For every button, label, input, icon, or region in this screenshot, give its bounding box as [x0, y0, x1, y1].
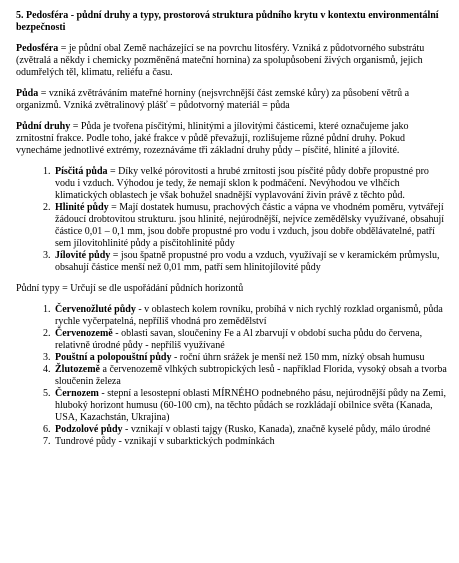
soil-types-intro: Půdní typy = Určují se dle uspořádání půdních horizontů — [16, 283, 244, 294]
term-cervenozlute-pudy: Červenožluté půdy — [55, 304, 136, 315]
item-text: = jsou špatně propustné pro vodu a vzduch, využívají se v keramickém průmyslu, obsahují částice menší než 0,01 mm, patří sem hlinitojílovité půdy — [55, 250, 440, 273]
term-pedosfera: Pedosféra — [16, 43, 59, 54]
soil-types-list — [16, 304, 447, 448]
item-text: - v oblastech kolem rovníku, probíhá v nich rychlý rozklad organismů, půda rychle vyčerpatelná, nepříliš vhodná pro zemědělství — [55, 304, 443, 327]
definition-puda: = vzniká zvětráváním mateřné horniny (nejsvrchnější část zemské kůry) za působení větrů a organizmů. Vzniká zvětralinový plášť = půdotvorný materiál = půda — [16, 88, 410, 111]
document-title: 5. Pedosféra - půdní druhy a typy, prostorová struktura půdního krytu v kontextu environmentální bezpečnosti — [16, 10, 439, 33]
item-text: a červenozemě vlhkých subtropických lesů - například Florida, vysoký obsah a tvorba sloučenin železa — [55, 364, 447, 387]
list-item — [53, 364, 447, 388]
paragraph-pedosfera — [16, 43, 447, 79]
definition-pedosfera: = je půdní obal Země nacházející se na povrchu litosféry. Vzniká z půdotvorného substrátu (zvětralá a někdy i chemicky pozměněná mateční hornina) za spolupůsobení živých organismů, jejich odumřelých těl, klimatu, reliéfu a času. — [16, 43, 425, 78]
list-item — [53, 202, 447, 250]
list-item — [53, 352, 447, 364]
item-text: = Díky velké pórovitosti a hrubé zrnitosti jsou písčité půdy dobře propustné pro vodu i vzduch. Výhodou je tedy, že nemají sklon k podmáčení. Nevýhodou ve vlhčích klimatických oblastech je však bohužel snadnější vyplavování živin právě z těchto půd. — [55, 166, 429, 201]
paragraph-puda — [16, 88, 447, 112]
soil-kinds-list — [16, 166, 447, 274]
item-text: - oblasti savan, sloučeniny Fe a Al zbarvují v období sucha půdu do červena, relativně úrodné půdy - nepříliš využívané — [55, 328, 423, 351]
term-hlinite-pudy: Hlinité půdy — [55, 202, 109, 213]
item-text: - roční úhrn srážek je menší než 150 mm, nízký obsah humusu — [171, 352, 425, 363]
term-jilovite-pudy: Jílovité půdy — [55, 250, 111, 261]
term-zlutozeme: Žlutozemě — [55, 364, 100, 375]
term-podzolove-pudy: Podzolové půdy — [55, 424, 123, 435]
list-item — [53, 436, 447, 448]
term-cervenozeme: Červenozemě — [55, 328, 113, 339]
list-item — [53, 388, 447, 424]
list-item — [53, 166, 447, 202]
item-text: Tundrové půdy - vznikají v subarktických podmínkách — [55, 436, 275, 447]
term-cernozem: Černozem — [55, 388, 99, 399]
term-pudni-druhy: Půdní druhy — [16, 121, 71, 132]
list-item — [53, 328, 447, 352]
item-text: - stepní a lesostepní oblasti MÍRNÉHO podnebného pásu, nejúrodnější půdy na Zemi, hluboký horizont humusu (60-100 cm), na těchto půdách se rozkládají obilnice světa (Kanada, USA, Kazachstán, Ukrajina) — [55, 388, 447, 423]
term-piscita-puda: Písčitá půda — [55, 166, 108, 177]
definition-pudni-druhy: = Půda je tvořena písčitými, hlinitými a jílovitými částicemi, které označujeme jako zrnitostní frakce. Podle toho, jaké frakce v půdě převažují, rozlišujeme různé půdní druhy. Pokud vynecháme jednotlivé extrémy, rozeznáváme tři základní druhy půdy – písčité, hlinité a jílovité. — [16, 121, 409, 156]
item-text: = Mají dostatek humusu, prachových částic a vápna ve vhodném poměru, vytvářejí žádoucí drobtovitou strukturu. jsou hlinité, nejúrodnější, nejvíce zemědělsky využívané, obsahují částice 0,01 – 0,1 mm, jsou dobře propustné pro vodu i vzduch, jsou dobře obdělávatelné, patří sem jílovitohlinité půdy a písčitohlinité půdy — [55, 202, 445, 249]
list-item — [53, 304, 447, 328]
paragraph-pudni-druhy — [16, 121, 447, 157]
list-item — [53, 250, 447, 274]
item-text: - vznikají v oblasti tajgy (Rusko, Kanada), značně kyselé půdy, málo úrodné — [122, 424, 431, 435]
term-puda: Půda — [16, 88, 39, 99]
term-poustni-pudy: Pouštní a polopouštní půdy — [55, 352, 172, 363]
list-item — [53, 424, 447, 436]
